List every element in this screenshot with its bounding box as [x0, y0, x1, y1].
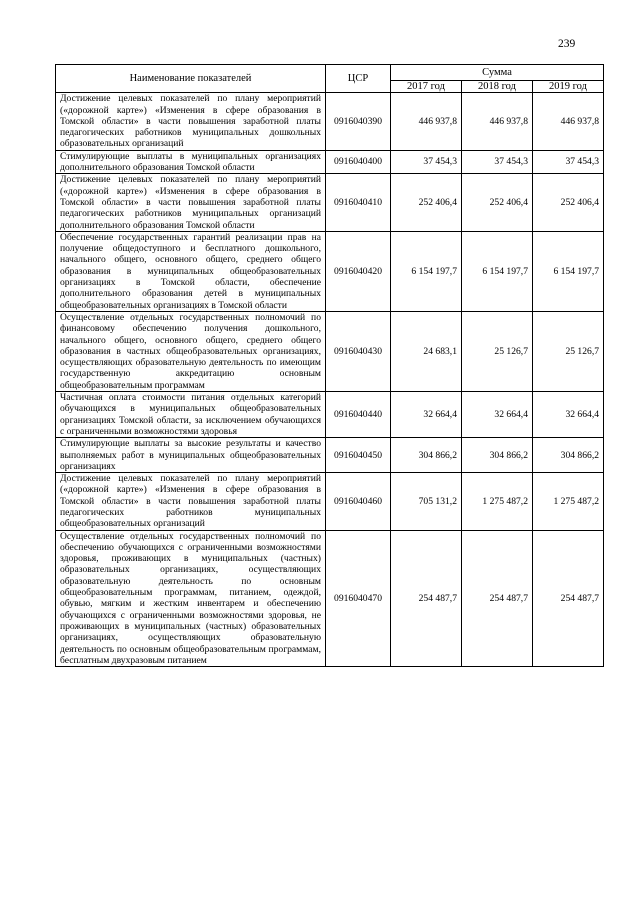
table-row: [56, 311, 604, 391]
indicator-name: Стимулирующие выплаты за высокие результаты и качество выполняемых работ в муниципальных общеобразовательных организациях: [56, 438, 326, 473]
csr-code: 0916040440: [326, 392, 391, 438]
table-row: [56, 150, 604, 174]
amount-2018: 6 154 197,7: [462, 231, 533, 311]
amount-2019: 32 664,4: [533, 392, 604, 438]
amount-2018: 25 126,7: [462, 311, 533, 391]
header-name: Наименование показателей: [56, 65, 326, 93]
indicator-name: Достижение целевых показателей по плану мероприятий («дорожной карте») «Изменения в сфере образования в Томской области» в части повышения заработной платы педагогических работников муниципальных общеобразовательных организаций: [56, 473, 326, 530]
table-row: [56, 231, 604, 311]
amount-2017: 304 866,2: [391, 438, 462, 473]
amount-2019: 254 487,7: [533, 530, 604, 667]
table-row: [56, 93, 604, 150]
amount-2019: 37 454,3: [533, 150, 604, 174]
header-csr: ЦСР: [326, 65, 391, 93]
csr-code: 0916040430: [326, 311, 391, 391]
amount-2019: 252 406,4: [533, 174, 604, 231]
amount-2019: 304 866,2: [533, 438, 604, 473]
table-row: [56, 392, 604, 438]
header-year-2019: 2019 год: [533, 81, 604, 93]
amount-2017: 6 154 197,7: [391, 231, 462, 311]
table-row: [56, 438, 604, 473]
csr-code: 0916040460: [326, 473, 391, 530]
amount-2017: 705 131,2: [391, 473, 462, 530]
csr-code: 0916040470: [326, 530, 391, 667]
amount-2017: 37 454,3: [391, 150, 462, 174]
indicator-name: Частичная оплата стоимости питания отдельных категорий обучающихся в муниципальных общеобразовательных организациях Томской области, за исключением обучающихся с ограниченными возможностями здоровья: [56, 392, 326, 438]
header-year-2018: 2018 год: [462, 81, 533, 93]
amount-2019: 1 275 487,2: [533, 473, 604, 530]
amount-2018: 1 275 487,2: [462, 473, 533, 530]
header-year-2017: 2017 год: [391, 81, 462, 93]
amount-2018: 254 487,7: [462, 530, 533, 667]
csr-code: 0916040390: [326, 93, 391, 150]
amount-2018: 32 664,4: [462, 392, 533, 438]
amount-2019: 25 126,7: [533, 311, 604, 391]
indicator-name: Обеспечение государственных гарантий реализации прав на получение общедоступного и бесплатного дошкольного, начального общего, основного общего, среднего общего образования в муниципальных общеобразовательных организациях в Томской области, обеспечение дополнительного образования детей в муниципальных общеобразовательных организациях в Томской области: [56, 231, 326, 311]
csr-code: 0916040410: [326, 174, 391, 231]
table-row: [56, 174, 604, 231]
amount-2018: 252 406,4: [462, 174, 533, 231]
amount-2018: 304 866,2: [462, 438, 533, 473]
amount-2017: 254 487,7: [391, 530, 462, 667]
page-number: 239: [558, 38, 576, 50]
csr-code: 0916040450: [326, 438, 391, 473]
amount-2018: 37 454,3: [462, 150, 533, 174]
table-header: [56, 65, 604, 93]
header-sum: Сумма: [391, 65, 604, 81]
indicator-name: Осуществление отдельных государственных полномочий по обеспечению обучающихся с ограниченными возможностями здоровья, проживающих в муниципальных (частных) образовательных организациях, осуществляющих образовательную деятельность по основным общеобразовательным программам, питанием, одеждой, обувью, мягким и жестким инвентарем и обеспечению обучающихся с ограниченными возможностями здоровья, не проживающих в муниципальных (частных) образовательных организациях, осуществляющих образовательную деятельность по основным общеобразовательным программам, бесплатным двухразовым питанием: [56, 530, 326, 667]
indicator-name: Достижение целевых показателей по плану мероприятий («дорожной карте») «Изменения в сфере образования в Томской области» в части повышения заработной платы педагогических работников муниципальных организаций дополнительного образования Томской области: [56, 174, 326, 231]
indicator-name: Стимулирующие выплаты в муниципальных организациях дополнительного образования Томской области: [56, 150, 326, 174]
amount-2019: 6 154 197,7: [533, 231, 604, 311]
budget-table: [55, 64, 604, 667]
table-row: [56, 473, 604, 530]
indicator-name: Достижение целевых показателей по плану мероприятий («дорожной карте») «Изменения в сфере образования в Томской области» в части повышения заработной платы педагогических работников муниципальных дошкольных образовательных организаций: [56, 93, 326, 150]
amount-2017: 252 406,4: [391, 174, 462, 231]
table-row: [56, 530, 604, 667]
csr-code: 0916040400: [326, 150, 391, 174]
indicator-name: Осуществление отдельных государственных полномочий по финансовому обеспечению получения дошкольного, начального общего, основного общего, среднего общего образования в частных общеобразовательных организациях, осуществляющих образовательную деятельность по имеющим государственную аккредитацию основным общеобразовательным программам: [56, 311, 326, 391]
amount-2017: 446 937,8: [391, 93, 462, 150]
amount-2019: 446 937,8: [533, 93, 604, 150]
table-body: [56, 93, 604, 667]
amount-2017: 32 664,4: [391, 392, 462, 438]
amount-2017: 24 683,1: [391, 311, 462, 391]
amount-2018: 446 937,8: [462, 93, 533, 150]
csr-code: 0916040420: [326, 231, 391, 311]
